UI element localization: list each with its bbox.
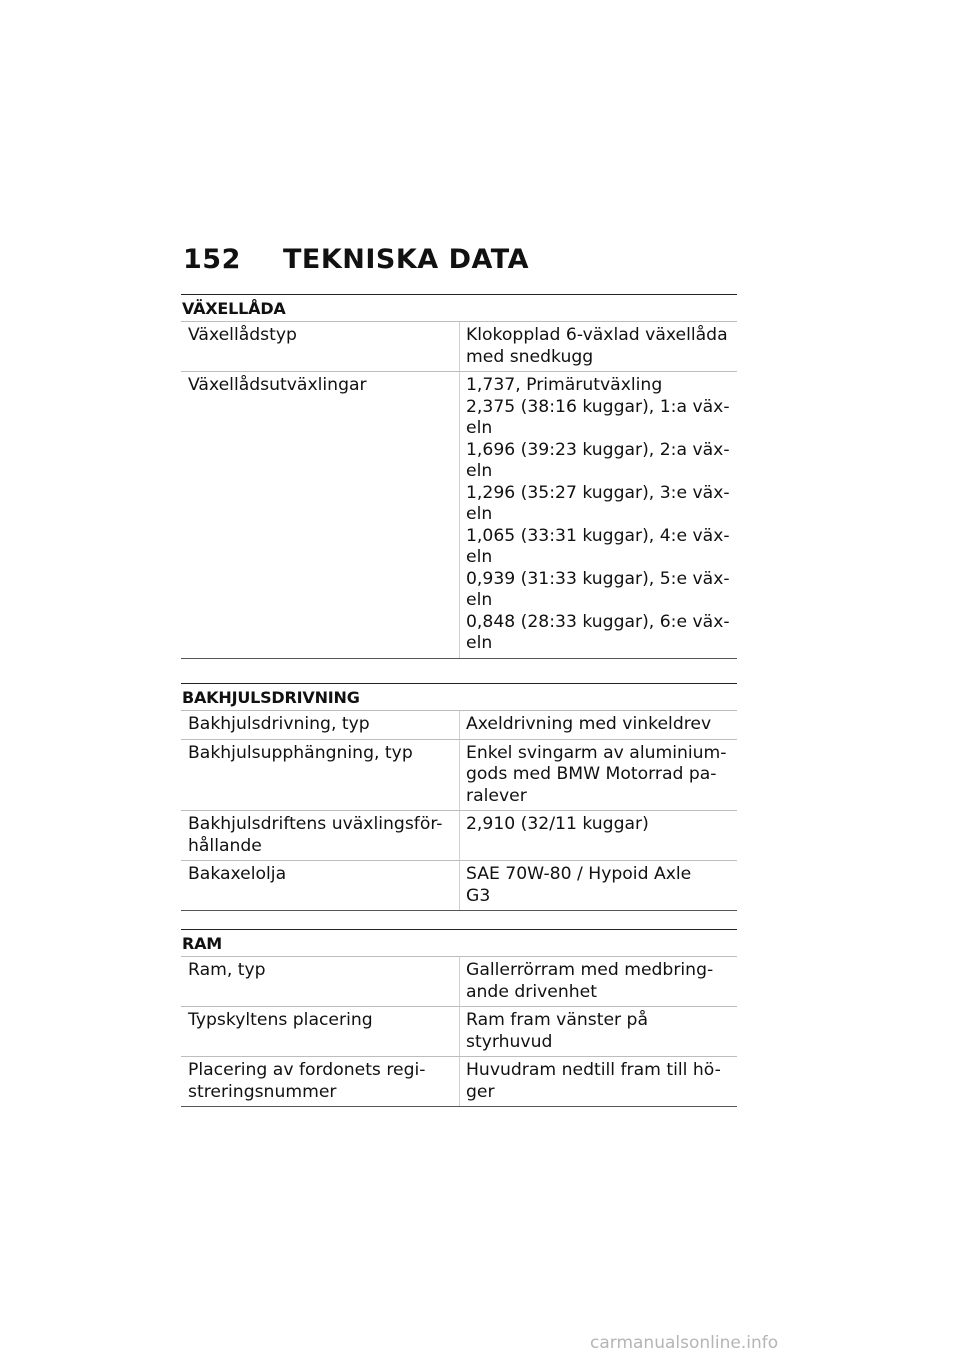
row-key: Bakaxelolja <box>188 864 287 884</box>
table-row <box>181 711 737 740</box>
table-row <box>181 372 737 659</box>
row-value: Ram fram vänster på styrhuvud <box>459 1007 737 1056</box>
page-title: TEKNISKA DATA <box>283 244 530 275</box>
table-row <box>181 740 737 812</box>
row-value: Klokopplad 6-växlad växellåda med snedkugg <box>459 322 737 371</box>
row-key: Placering av fordonets regi- streringsnummer <box>188 1060 426 1102</box>
page-number: 152 <box>183 244 241 275</box>
row-key: Bakhjulsdrivning, typ <box>188 714 370 734</box>
row-value: 2,910 (32/11 kuggar) <box>459 811 737 860</box>
row-key: Ram, typ <box>188 960 266 980</box>
row-value: Enkel svingarm av aluminium- gods med BMW Motorrad pa- ralever <box>459 740 737 811</box>
section-title: BAKHJULSDRIVNING <box>181 683 737 711</box>
table-row <box>181 1007 737 1057</box>
section-bakhjulsdrivning <box>181 683 737 911</box>
row-value: Huvudram nedtill fram till hö- ger <box>459 1057 737 1106</box>
section-title: VÄXELLÅDA <box>181 294 737 322</box>
row-value: Gallerrörram med medbring- ande drivenhet <box>459 957 737 1006</box>
table-row <box>181 811 737 861</box>
section-vaxellada <box>181 294 737 659</box>
row-key: Bakhjulsdriftens uväxlingsför- hållande <box>188 814 443 856</box>
row-key: Växellådstyp <box>188 325 297 345</box>
row-key: Bakhjulsupphängning, typ <box>188 742 413 763</box>
table-row <box>181 957 737 1007</box>
table-row <box>181 861 737 911</box>
section-ram <box>181 929 737 1107</box>
section-title: RAM <box>181 929 737 957</box>
row-value: SAE 70W-80 / Hypoid Axle G3 <box>459 861 737 910</box>
watermark: carmanualsonline.info <box>590 1333 779 1353</box>
row-key: Typskyltens placering <box>188 1010 373 1030</box>
page-header <box>183 244 529 275</box>
row-value: Axeldrivning med vinkeldrev <box>459 711 737 739</box>
table-row <box>181 322 737 372</box>
row-key: Växellådsutväxlingar <box>188 375 367 395</box>
row-value: 1,737, Primärutväxling 2,375 (38:16 kuggar), 1:a väx- eln 1,696 (39:23 kuggar), 2:a väx- eln 1,296 (35:27 kuggar), 3:e väx- eln 1,065 (33:31 kuggar), 4:e väx- eln 0,939 (31:33 kuggar), 5:e väx- eln 0,848 (28:33 kuggar), 6:e väx- eln <box>459 372 737 658</box>
table-row <box>181 1057 737 1107</box>
